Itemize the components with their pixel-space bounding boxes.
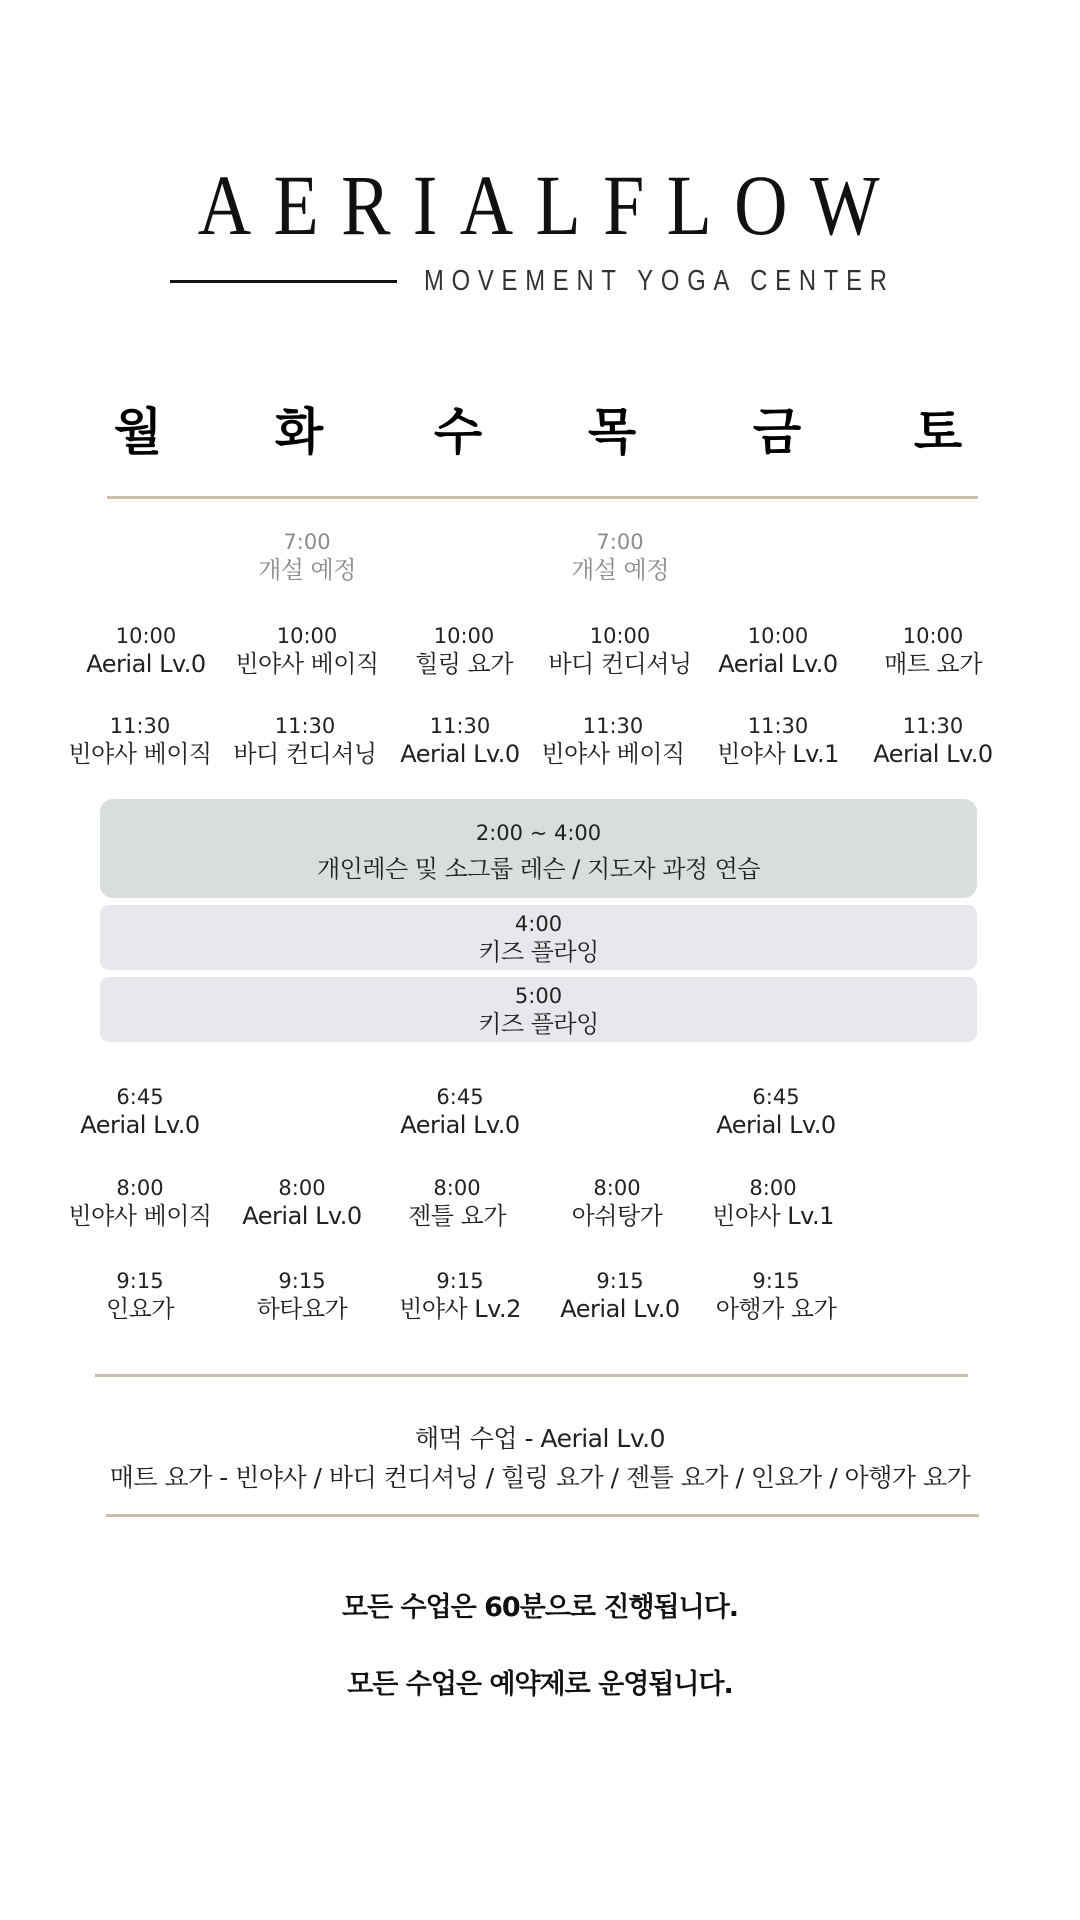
class-time: 11:30: [429, 714, 491, 738]
class-time: 11:30: [582, 714, 644, 738]
class-slot-mon-0800: [55, 1175, 225, 1231]
block-time: 2:00 ~ 4:00: [475, 821, 602, 845]
class-name: 빈야사 베이직: [541, 740, 685, 768]
class-time: 10:00: [115, 624, 177, 648]
class-slot-fri-0915: [691, 1268, 861, 1324]
notice-duration: 모든 수업은 60분으로 진행됩니다.: [341, 1592, 739, 1623]
class-time: 9:15: [278, 1269, 326, 1293]
class-slot-fri-1130: [693, 713, 863, 769]
legend-top-divider: [95, 1374, 968, 1377]
kids-flying-block-5pm: [100, 977, 977, 1042]
class-slot-mon-1130: [55, 713, 225, 769]
class-name: Aerial Lv.0: [873, 740, 993, 768]
notice-reservation: 모든 수업은 예약제로 운영됩니다.: [347, 1669, 733, 1700]
class-slot-tue-0915: [217, 1268, 387, 1324]
class-name: 빈야사 Lv.2: [399, 1295, 521, 1323]
private-lesson-block: [100, 799, 977, 898]
class-time: 7:00: [596, 530, 644, 554]
block-time: 5:00: [514, 984, 563, 1008]
class-slot-mon-1000: [61, 623, 231, 679]
class-name: 개설 예정: [258, 556, 356, 584]
class-time: 8:00: [433, 1176, 481, 1200]
class-slot-tue-1000: [222, 623, 392, 679]
class-slot-thu-1130: [528, 713, 698, 769]
class-slot-fri-0800: [688, 1175, 858, 1231]
class-name: Aerial Lv.0: [560, 1295, 680, 1323]
class-name: 인요가: [105, 1295, 175, 1323]
legend-bottom-divider: [106, 1514, 979, 1517]
studio-subtitle: MOVEMENT YOGA CENTER: [424, 265, 895, 297]
class-slot-fri-0645: [691, 1084, 861, 1140]
class-time: 10:00: [433, 624, 495, 648]
class-slot-thu-0800: [532, 1175, 702, 1231]
class-time: 11:30: [109, 714, 171, 738]
class-slot-thu-1000: [535, 623, 705, 679]
class-name: Aerial Lv.0: [242, 1202, 362, 1230]
class-name: 젠틀 요가: [408, 1202, 506, 1230]
class-name: 바디 컨디셔닝: [548, 650, 692, 678]
class-time: 11:30: [902, 714, 964, 738]
class-name: Aerial Lv.0: [400, 740, 520, 768]
class-time: 10:00: [747, 624, 809, 648]
class-time: 9:15: [596, 1269, 644, 1293]
day-header-mon: 월: [113, 403, 163, 461]
class-slot-wed-0915: [375, 1268, 545, 1324]
day-header-sat: 토: [913, 403, 963, 461]
class-name: 빈야사 베이직: [235, 650, 379, 678]
class-slot-mon-0645: [55, 1084, 225, 1140]
class-name: 아쉬탕가: [571, 1202, 663, 1230]
day-header-fri: 금: [752, 403, 802, 461]
class-time: 8:00: [749, 1176, 797, 1200]
class-time: 9:15: [116, 1269, 164, 1293]
block-time: 4:00: [514, 912, 563, 936]
class-time: 9:15: [752, 1269, 800, 1293]
class-name: Aerial Lv.0: [718, 650, 838, 678]
class-name: 빈야사 Lv.1: [712, 1202, 834, 1230]
class-slot-fri-1000: [693, 623, 863, 679]
class-name: 매트 요가: [884, 650, 982, 678]
class-time: 11:30: [747, 714, 809, 738]
class-slot-wed-0800: [372, 1175, 542, 1231]
block-name: 키즈 플라잉: [478, 938, 599, 966]
class-slot-thu-0915: [535, 1268, 705, 1324]
class-time: 11:30: [274, 714, 336, 738]
class-slot-sat-1130: [848, 713, 1018, 769]
class-time: 7:00: [283, 530, 331, 554]
class-slot-wed-1130: [375, 713, 545, 769]
legend-mat: 매트 요가 - 빈야사 / 바디 컨디셔닝 / 힐링 요가 / 젠틀 요가 / 인요가 / 아행가 요가: [109, 1463, 971, 1492]
class-name: Aerial Lv.0: [80, 1111, 200, 1139]
day-header-thu: 목: [587, 403, 637, 461]
class-slot-tue-0800: [217, 1175, 387, 1231]
block-name: 개인레슨 및 소그룹 레슨 / 지도자 과정 연습: [316, 855, 761, 883]
class-time: 8:00: [278, 1176, 326, 1200]
class-time: 8:00: [116, 1176, 164, 1200]
kids-flying-block-4pm: [100, 905, 977, 970]
class-name: Aerial Lv.0: [400, 1111, 520, 1139]
class-time: 6:45: [436, 1085, 484, 1109]
class-name: 힐링 요가: [415, 650, 513, 678]
class-slot-tue-1130: [220, 713, 390, 769]
class-time: 10:00: [276, 624, 338, 648]
class-name: 하타요가: [256, 1295, 348, 1323]
class-time: 9:15: [436, 1269, 484, 1293]
block-name: 키즈 플라잉: [478, 1010, 599, 1038]
class-name: 개설 예정: [571, 556, 669, 584]
class-name: 빈야사 베이직: [68, 1202, 212, 1230]
class-name: Aerial Lv.0: [716, 1111, 836, 1139]
class-slot-wed-0645: [375, 1084, 545, 1140]
class-time: 8:00: [593, 1176, 641, 1200]
studio-title: AERIALFLOW: [197, 157, 903, 253]
class-name: 빈야사 Lv.1: [717, 740, 839, 768]
class-slot-tue-0700: [222, 529, 392, 585]
class-time: 6:45: [752, 1085, 800, 1109]
class-name: 빈야사 베이직: [68, 740, 212, 768]
day-header-tue: 화: [274, 403, 324, 461]
class-slot-wed-1000: [379, 623, 549, 679]
class-time: 6:45: [116, 1085, 164, 1109]
class-slot-mon-0915: [55, 1268, 225, 1324]
class-time: 10:00: [902, 624, 964, 648]
subtitle-rule: [170, 280, 397, 283]
class-time: 10:00: [589, 624, 651, 648]
class-slot-thu-0700: [535, 529, 705, 585]
class-name: Aerial Lv.0: [86, 650, 206, 678]
class-name: 아행가 요가: [715, 1295, 837, 1323]
class-name: 바디 컨디셔닝: [233, 740, 377, 768]
day-header-wed: 수: [433, 403, 483, 461]
header-divider: [107, 496, 978, 499]
class-slot-sat-1000: [848, 623, 1018, 679]
legend-hammock: 해먹 수업 - Aerial Lv.0: [414, 1424, 666, 1453]
